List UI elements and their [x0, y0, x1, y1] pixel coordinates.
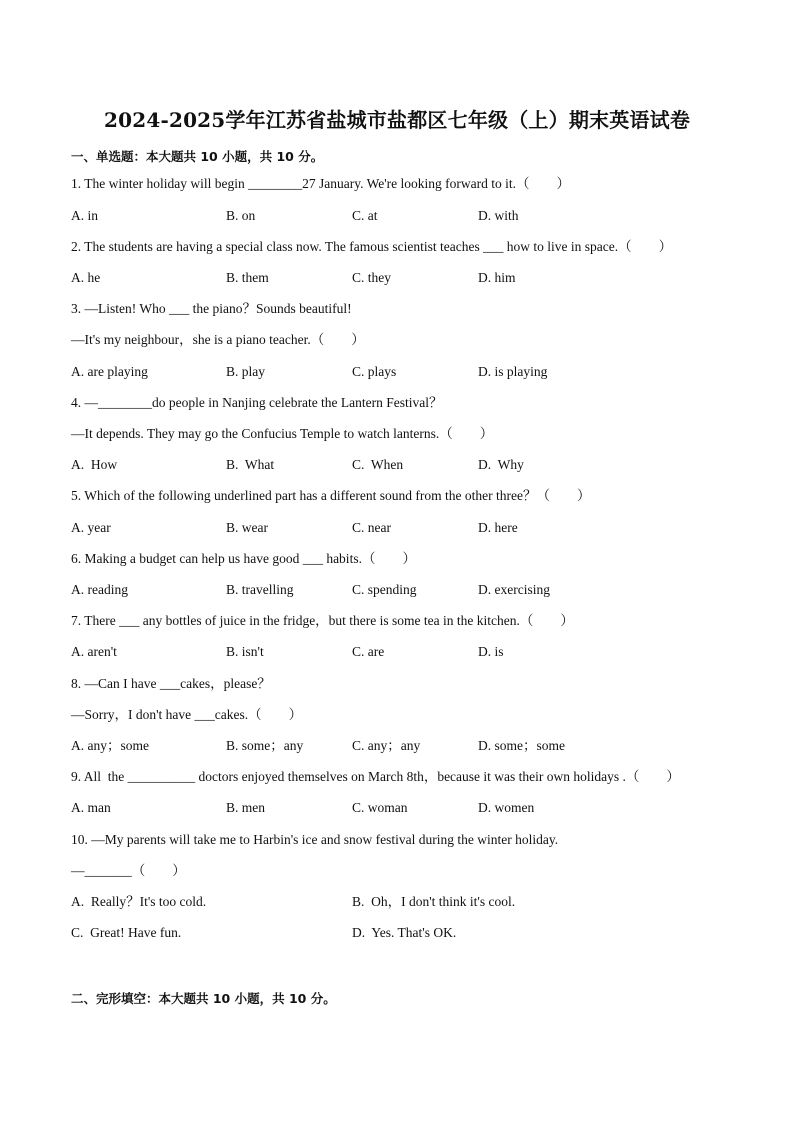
question-2-option-b[interactable]: B. them [226, 270, 269, 285]
question-2-option-c[interactable]: C. they [352, 270, 391, 285]
question-9-option-b[interactable]: B. men [226, 800, 265, 815]
question-9-option-c[interactable]: C. woman [352, 800, 408, 815]
question-1-option-c[interactable]: C. at [352, 208, 378, 223]
question-8-option-a[interactable]: A. any；some [71, 738, 149, 753]
question-8-option-b[interactable]: B. some；any [226, 738, 304, 753]
question-10-stem: 10. —My parents will take me to Harbin's ice and snow festival during the winter holiday. [71, 832, 559, 847]
question-7-stem: 7. There ___ any bottles of juice in the fridge，but there is some tea in the kitchen.（ ） [71, 613, 574, 628]
question-6-option-d[interactable]: D. exercising [478, 582, 550, 597]
question-10-option-c[interactable]: C. Great! Have fun. [71, 925, 182, 940]
question-7-option-b[interactable]: B. isn't [226, 644, 264, 659]
question-3-stem-reply: —It's my neighbour，she is a piano teacher.（ ） [71, 332, 365, 347]
question-8-stem: 8. —Can I have ___cakes，please？ [71, 676, 271, 691]
question-1-option-d[interactable]: D. with [478, 208, 519, 223]
question-4-stem: 4. —________do people in Nanjing celebrate the Lantern Festival？ [71, 395, 443, 410]
question-3-option-c[interactable]: C. plays [352, 364, 397, 379]
question-10-option-a[interactable]: A. Really？It's too cold. [71, 894, 207, 909]
question-4-option-c[interactable]: C. When [352, 457, 404, 472]
question-1-option-b[interactable]: B. on [226, 208, 256, 223]
question-9-stem: 9. All the __________ doctors enjoyed themselves on March 8th，because it was their own holidays .（ ） [71, 769, 680, 784]
question-3-option-b[interactable]: B. play [226, 364, 265, 379]
question-1-option-a[interactable]: A. in [71, 208, 98, 223]
question-3-option-d[interactable]: D. is playing [478, 364, 548, 379]
question-8-option-d[interactable]: D. some；some [478, 738, 565, 753]
question-9-option-d[interactable]: D. women [478, 800, 535, 815]
question-8-stem-reply: —Sorry，I don't have ___cakes.（ ） [71, 707, 303, 722]
question-3-option-a[interactable]: A. are playing [71, 364, 148, 379]
question-6-stem: 6. Making a budget can help us have good ___ habits.（ ） [71, 551, 416, 566]
question-4-option-a[interactable]: A. How [71, 457, 118, 472]
question-7-option-d[interactable]: D. is [478, 644, 504, 659]
question-5-option-a[interactable]: A. year [71, 520, 111, 535]
question-2-option-a[interactable]: A. he [71, 270, 101, 285]
question-1-stem: 1. The winter holiday will begin ________27 January. We're looking forward to it.（ ） [71, 176, 571, 191]
question-2-stem: 2. The students are having a special class now. The famous scientist teaches ___ how to live in space.（ ） [71, 239, 673, 254]
question-5-option-d[interactable]: D. here [478, 520, 518, 535]
question-8-option-c[interactable]: C. any；any [352, 738, 421, 753]
question-10-stem-reply: —_______（ ） [71, 863, 186, 878]
question-6-option-b[interactable]: B. travelling [226, 582, 294, 597]
question-6-option-c[interactable]: C. spending [352, 582, 417, 597]
question-2-option-d[interactable]: D. him [478, 270, 516, 285]
question-7-option-a[interactable]: A. aren't [71, 644, 117, 659]
question-7-option-c[interactable]: C. are [352, 644, 385, 659]
question-4-option-d[interactable]: D. Why [478, 457, 524, 472]
question-4-stem-reply: —It depends. They may go the Confucius Temple to watch lanterns.（ ） [71, 426, 494, 441]
question-5-option-c[interactable]: C. near [352, 520, 391, 535]
question-10-option-b[interactable]: B. Oh，I don't think it's cool. [352, 894, 516, 909]
page-title: 2024-2025学年江苏省盐城市盐都区七年级（上）期末英语试卷 [103, 108, 691, 132]
section-heading-single-choice: 一、单选题：本大题共 10 小题，共 10 分。 [71, 149, 324, 164]
question-6-option-a[interactable]: A. reading [71, 582, 128, 597]
question-4-option-b[interactable]: B. What [226, 457, 275, 472]
question-9-option-a[interactable]: A. man [71, 800, 111, 815]
section-heading-cloze: 二、完形填空：本大题共 10 小题，共 10 分。 [71, 991, 336, 1006]
question-10-option-d[interactable]: D. Yes. That's OK. [352, 925, 457, 940]
question-3-stem: 3. —Listen! Who ___ the piano？Sounds beautiful! [71, 301, 352, 316]
question-5-option-b[interactable]: B. wear [226, 520, 268, 535]
question-5-stem: 5. Which of the following underlined part has a different sound from the other three？（ ） [71, 488, 591, 503]
